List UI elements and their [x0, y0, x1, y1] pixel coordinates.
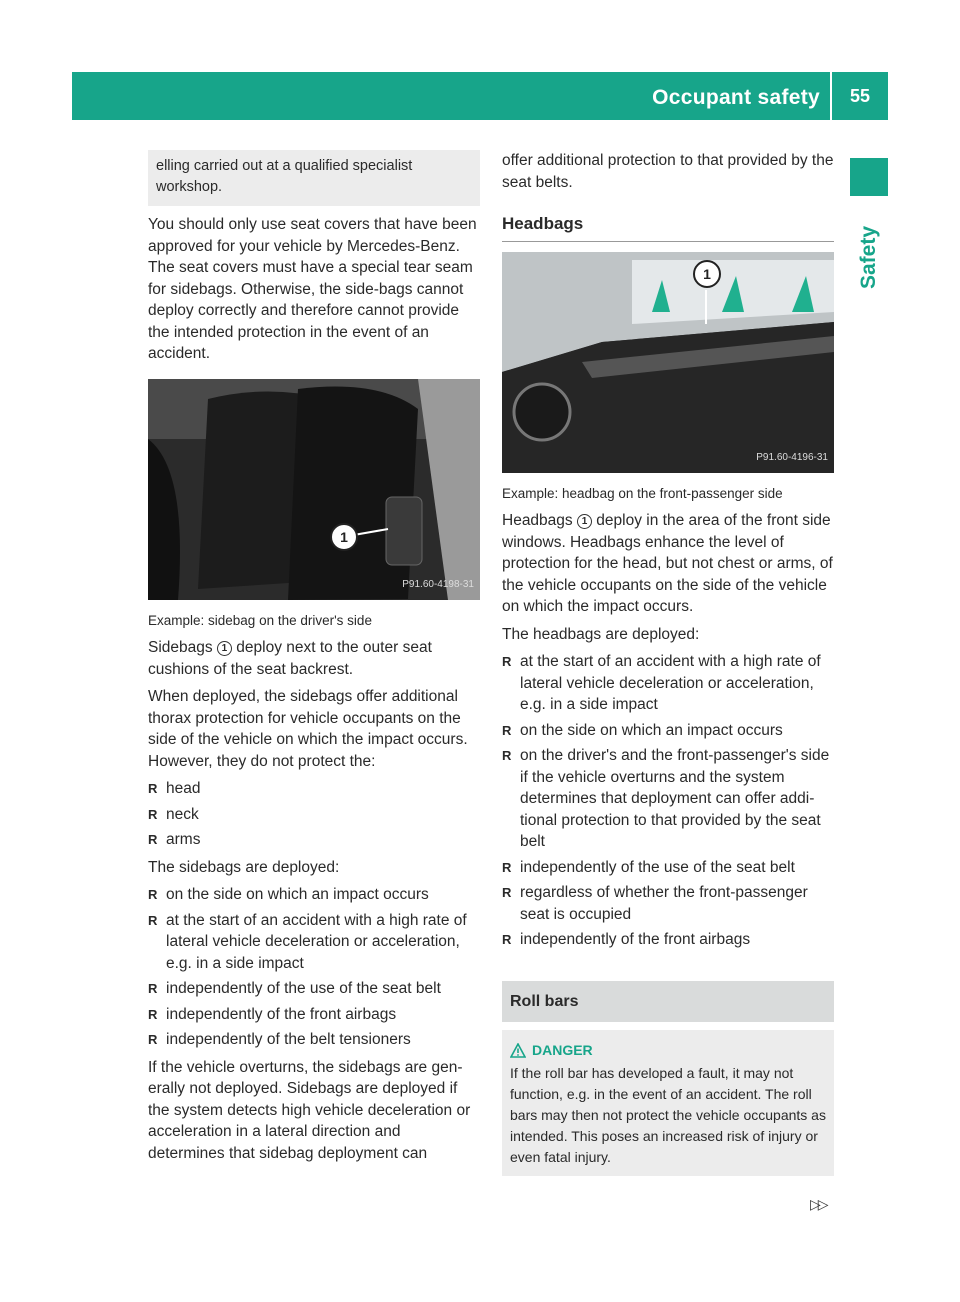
headbags-rest: deploy in the area of the front side windows. Headbags enhance the level of protection for the head, but not chest or arms, of the vehicle occupants on the side of the vehicle on which the impact occurs. — [502, 512, 833, 615]
headbag-deploy-list — [502, 651, 834, 951]
list-item: R regardless of whether the front-passenger seat is occupied — [502, 882, 834, 925]
left-column — [148, 150, 480, 1170]
list-item: R neck — [148, 804, 480, 826]
list-item: R at the start of an accident with a high rate of lateral vehicle deceleration or acceleration, e.g. in a side impact — [502, 651, 834, 716]
header-bar — [72, 72, 888, 120]
sidebag-illustration — [148, 379, 480, 600]
photo-code: P91.60-4198-31 — [402, 579, 474, 590]
sidebags-paragraph — [148, 637, 480, 680]
not-protect-list — [148, 778, 480, 851]
sidebag-photo — [148, 379, 480, 600]
headbag-photo — [502, 252, 834, 473]
chapter-tab — [850, 158, 888, 196]
continuation-paragraph: offer additional protection to that provided by the seat belts. — [502, 152, 834, 191]
list-item: R independently of the front airbags — [148, 1004, 480, 1026]
list-item: R independently of the belt tensioners — [148, 1029, 480, 1051]
seat-covers-paragraph: You should only use seat covers that have been approved for your vehicle by Mercedes-Benz. The seat covers must have a special tear seam for sidebags. Otherwise, the side-bags cannot deploy correctly and therefore cannot provide the intended protection in the event of an accident. — [148, 216, 477, 362]
photo-marker: 1 — [693, 260, 721, 288]
section-title: Occupant safety — [652, 86, 820, 109]
sidebags-rest: deploy next to the outer seat cushions of the seat backrest. — [148, 639, 432, 678]
chapter-label: Safety — [857, 225, 880, 289]
list-item: R independently of the front airbags — [502, 929, 834, 951]
continue-arrows-icon: ▷▷ — [810, 1196, 826, 1212]
right-column — [502, 150, 834, 1176]
sidebag-deploy-list — [148, 884, 480, 1051]
photo-caption: Example: sidebag on the driver's side — [148, 612, 372, 628]
headbags-paragraph — [502, 510, 834, 618]
headbags-lead: Headbags — [502, 512, 573, 529]
danger-text: If the roll bar has developed a fault, it may not function, e.g. in the event of an accident. The roll bars may then not protect the vehicle occupants as intended. This poses an increased risk of injury or even fatal injury. — [510, 1065, 826, 1165]
list-item: R head — [148, 778, 480, 800]
callout-marker: 1 — [577, 514, 592, 529]
roll-bars-heading: Roll bars — [502, 981, 834, 1023]
callout-marker: 1 — [217, 641, 232, 656]
headbags-heading: Headbags — [502, 213, 834, 242]
photo-marker: 1 — [330, 523, 358, 551]
list-item: R at the start of an accident with a high rate of lateral vehicle deceleration or acceleration, e.g. in a side impact — [148, 910, 480, 975]
deployed-paragraph: When deployed, the sidebags offer additional thorax protection for vehicle occupants on the side of the vehicle on which the impact occurs. However, they do not protect the: — [148, 688, 468, 770]
list-item: R on the side on which an impact occurs — [502, 720, 834, 742]
photo-caption: Example: headbag on the front-passenger side — [502, 485, 783, 501]
danger-label: DANGER — [532, 1042, 593, 1058]
sidebags-lead: Sidebags — [148, 639, 213, 656]
header-divider — [830, 72, 832, 120]
deployed-heading: The sidebags are deployed: — [148, 858, 340, 876]
photo-code: P91.60-4196-31 — [756, 452, 828, 463]
danger-title — [510, 1040, 826, 1061]
danger-box — [502, 1030, 834, 1176]
list-item: R independently of the use of the seat belt — [502, 857, 834, 879]
page-number: 55 — [849, 86, 870, 106]
list-item: R on the driver's and the front-passenger's side if the vehicle overturns and the system determines that deployment can offer addi-tional protection to that provided by the seat belt — [502, 745, 834, 853]
list-item: R arms — [148, 829, 480, 851]
deployed-heading: The headbags are deployed: — [502, 625, 700, 643]
warning-triangle-icon — [510, 1043, 526, 1058]
overturn-paragraph: If the vehicle overturns, the sidebags are gen-erally not deployed. Sidebags are deployed if the system detects high vehicle deceleration or acceleration in a lateral direction and determines that sidebag deployment can — [148, 1058, 471, 1162]
list-item: R independently of the use of the seat belt — [148, 978, 480, 1000]
list-item: R on the side on which an impact occurs — [148, 884, 480, 906]
headbag-illustration — [502, 252, 834, 473]
continued-note-box: elling carried out at a qualified specialist workshop. — [148, 150, 480, 206]
